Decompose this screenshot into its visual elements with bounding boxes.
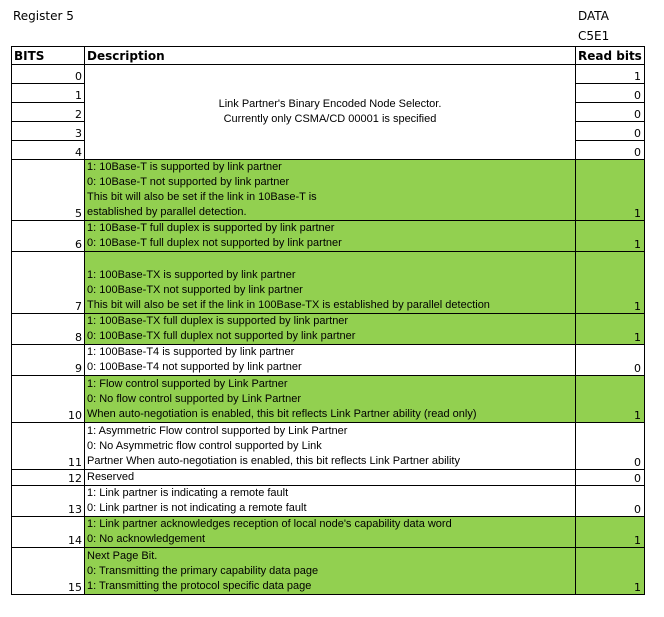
bits-header: BITS	[12, 47, 85, 65]
table-row	[12, 160, 645, 221]
data-label: DATA	[578, 9, 609, 23]
description-line: Currently only CSMA/CD 00001 is specified	[223, 113, 437, 125]
bit-number: 1	[12, 84, 85, 103]
read-bit-value: 0	[576, 122, 645, 141]
bit-number: 12	[12, 470, 85, 486]
bit-description	[85, 314, 576, 345]
table-row	[12, 65, 645, 84]
bit-number: 2	[12, 103, 85, 122]
bit-description	[85, 548, 576, 595]
read-bit-value: 1	[576, 160, 645, 221]
read-bit-value: 0	[576, 423, 645, 470]
bit-number: 3	[12, 122, 85, 141]
description-line: 0: 100Base-TX full duplex not supported by link partner	[87, 330, 356, 342]
read-bits-header: Read bits	[576, 47, 645, 65]
description-line: 1: Flow control supported by Link Partner	[87, 378, 288, 390]
read-bit-value: 1	[576, 252, 645, 314]
table-row	[12, 252, 645, 314]
bit-description	[85, 221, 576, 252]
data-value: C5E1	[578, 29, 610, 43]
description-line: 1: 10Base-T full duplex is supported by link partner	[87, 222, 335, 234]
description-line: This bit will also be set if the link in 10Base-T is	[87, 191, 317, 203]
description-line: This bit will also be set if the link in 100Base-TX is established by parallel detection	[87, 299, 490, 311]
description-line: 1: Asymmetric Flow control supported by Link Partner	[87, 425, 348, 437]
description-line: Next Page Bit.	[87, 550, 158, 562]
bit-description	[85, 345, 576, 376]
table-row	[12, 345, 645, 376]
header-row	[12, 47, 645, 65]
description-line: established by parallel detection.	[87, 206, 247, 218]
bit-number: 13	[12, 486, 85, 517]
read-bit-value: 0	[576, 84, 645, 103]
bit-number: 11	[12, 423, 85, 470]
table-row	[12, 423, 645, 470]
bit-number: 7	[12, 252, 85, 314]
read-bit-value: 0	[576, 470, 645, 486]
bit-description	[85, 423, 576, 470]
bit-description	[85, 486, 576, 517]
bit-description	[85, 376, 576, 423]
description-line: 1: 100Base-TX is supported by link partner	[87, 269, 296, 281]
description-line: 0: Transmitting the primary capability data page	[87, 565, 319, 577]
table-row	[12, 376, 645, 423]
read-bit-value: 0	[576, 345, 645, 376]
description-line: 0: 100Base-TX not supported by link partner	[87, 284, 303, 296]
description-line: 0: No acknowledgement	[87, 533, 206, 545]
table-row	[12, 470, 645, 486]
table-row	[12, 517, 645, 548]
description-line: 1: Link partner is indicating a remote fault	[87, 487, 289, 499]
description-line: 0: 10Base-T not supported by link partner	[87, 176, 290, 188]
read-bit-value: 1	[576, 517, 645, 548]
table-row	[12, 486, 645, 517]
description-line: 1: Transmitting the protocol specific data page	[87, 580, 312, 592]
bit-number: 9	[12, 345, 85, 376]
bit-number: 15	[12, 548, 85, 595]
read-bit-value: 0	[576, 103, 645, 122]
read-bit-value: 1	[576, 65, 645, 84]
description-header: Description	[85, 47, 576, 65]
register-title: Register 5	[13, 9, 74, 23]
table-row	[12, 548, 645, 595]
read-bit-value: 1	[576, 314, 645, 345]
bit-number: 14	[12, 517, 85, 548]
bit-number: 4	[12, 141, 85, 160]
description-line: 1: 100Base-TX full duplex is supported by link partner	[87, 315, 349, 327]
table-row	[12, 221, 645, 252]
description-line: When auto-negotiation is enabled, this bit reflects Link Partner ability (read only)	[87, 408, 477, 420]
description-line: Partner When auto-negotiation is enabled, this bit reflects Link Partner ability	[87, 455, 460, 467]
read-bit-value: 1	[576, 221, 645, 252]
bit-description	[85, 517, 576, 548]
description-line: 0: Link partner is not indicating a remote fault	[87, 502, 307, 514]
read-bit-value: 0	[576, 486, 645, 517]
description-line: 1: 10Base-T is supported by link partner	[87, 161, 282, 173]
description-line: Link Partner's Binary Encoded Node Selector.	[218, 98, 442, 110]
bit-number: 6	[12, 221, 85, 252]
bit-number: 10	[12, 376, 85, 423]
bit-description	[85, 160, 576, 221]
read-bit-value: 1	[576, 376, 645, 423]
node-selector-description	[85, 65, 576, 160]
description-line: 0: 100Base-T4 not supported by link partner	[87, 361, 302, 373]
table-row	[12, 314, 645, 345]
description-line: 0: 10Base-T full duplex not supported by link partner	[87, 237, 342, 249]
description-line: 0: No Asymmetric flow control supported by Link	[87, 440, 322, 452]
description-line: Reserved	[87, 471, 135, 483]
description-line: 1: 100Base-T4 is supported by link partner	[87, 346, 295, 358]
bit-description	[85, 470, 576, 486]
bit-number: 8	[12, 314, 85, 345]
bit-number: 5	[12, 160, 85, 221]
read-bit-value: 1	[576, 548, 645, 595]
description-line: 1: Link partner acknowledges reception of local node's capability data word	[87, 518, 452, 530]
read-bit-value: 0	[576, 141, 645, 160]
description-line: 0: No flow control supported by Link Partner	[87, 393, 302, 405]
register-table	[11, 46, 645, 595]
bit-description	[85, 252, 576, 314]
bit-number: 0	[12, 65, 85, 84]
